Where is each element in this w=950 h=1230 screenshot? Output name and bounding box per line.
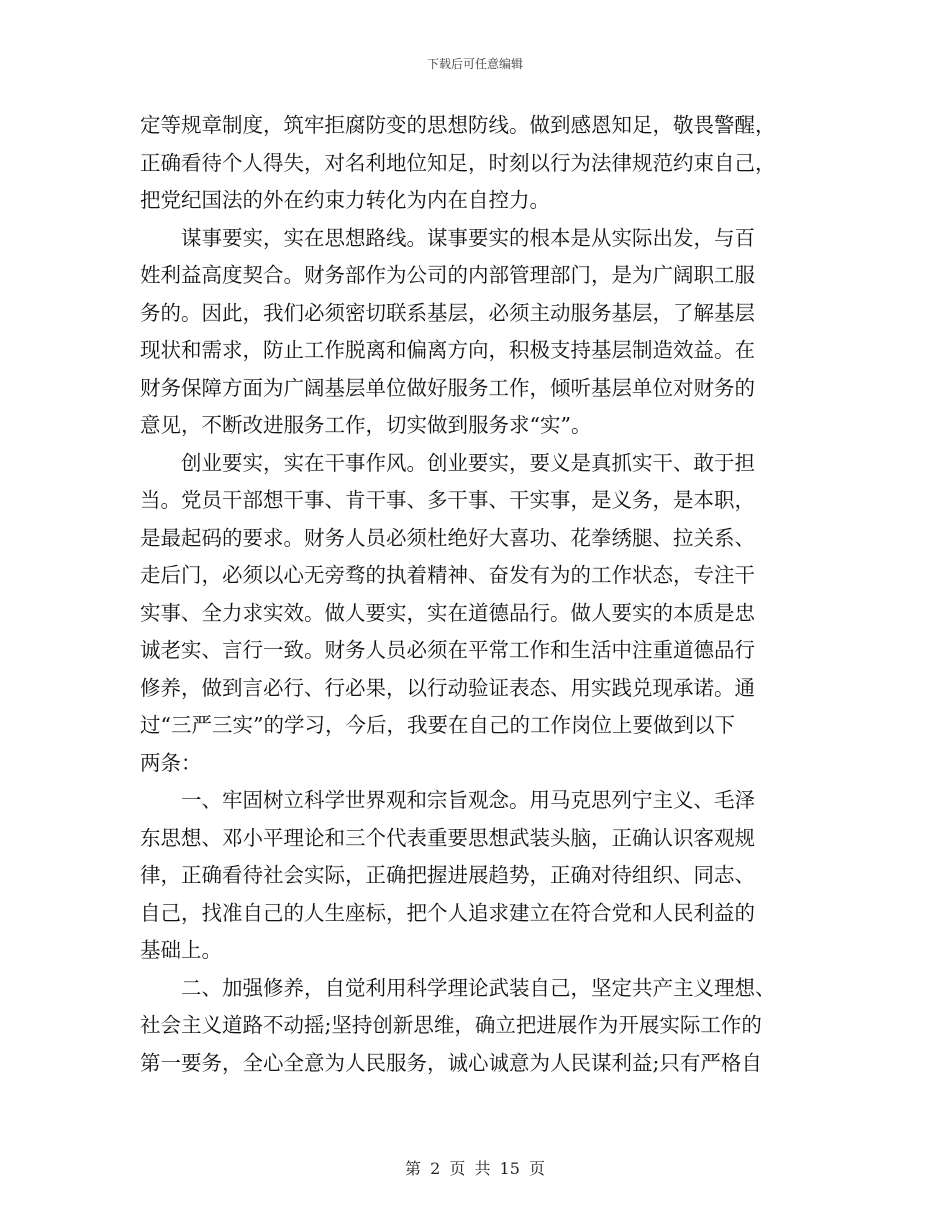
text-line: 姓利益高度契合。财务部作为公司的内部管理部门，是为广阔职工服 (140, 263, 755, 287)
text-line: 自己，找准自己的人生座标，把个人追求建立在符合党和人民利益的 (140, 900, 755, 925)
paragraph-first-line: 一、牢固树立科学世界观和宗旨观念。用马克思列宁主义、毛泽 (181, 788, 755, 812)
text-line: 第一要务，全心全意为人民服务，诚心诚意为人民谋利益;只有严格自 (140, 1050, 762, 1075)
text-line: 律，正确看待社会实际，正确把握进展趋势，正确对待组织、同志、 (140, 863, 755, 887)
text-line: 东思想、邓小平理论和三个代表重要思想武装头脑，正确认识客观规 (140, 825, 755, 850)
text-line: 实事、全力求实效。做人要实，实在道德品行。做人要实的本质是忠 (140, 600, 755, 625)
text-line: 意见，不断改进服务工作，切实做到服务求“实”。 (140, 413, 592, 437)
text-line: 当。党员干部想干事、肯干事、多干事、干实事，是义务，是本职， (140, 488, 755, 512)
text-line: 两条： (140, 750, 202, 775)
text-line: 基础上。 (140, 938, 222, 962)
text-line: 现状和需求，防止工作脱离和偏离方向，积极支持基层制造效益。在 (140, 338, 755, 362)
text-line: 务的。因此，我们必须密切联系基层，必须主动服务基层，了解基层 (140, 300, 755, 325)
text-line: 走后门，必须以心无旁骛的执着精神、奋发有为的工作状态，专注干 (140, 563, 755, 587)
text-line: 财务保障方面为广阔基层单位做好服务工作，倾听基层单位对财务的 (140, 375, 755, 400)
text-line: 过“三严三实”的学习，今后，我要在自己的工作岗位上要做到以下 (140, 713, 735, 737)
text-line: 是最起码的要求。财务人员必须杜绝好大喜功、花拳绣腿、拉关系、 (140, 525, 755, 550)
page-number-footer: 第 2 页 共 15 页 (405, 1159, 545, 1178)
text-line: 定等规章制度，筑牢拒腐防变的思想防线。做到感恩知足，敬畏警醒， (140, 113, 776, 137)
paragraph-first-line: 创业要实，实在干事作风。创业要实，要义是真抓实干、敢于担 (181, 450, 755, 475)
text-line: 把党纪国法的外在约束力转化为内在自控力。 (140, 188, 550, 212)
paragraph-first-line: 二、加强修养，自觉利用科学理论武装自己，坚定共产主义理想、 (181, 975, 776, 1000)
text-line: 诚老实、言行一致。财务人员必须在平常工作和生活中注重道德品行 (140, 638, 755, 662)
document-body (140, 107, 812, 1082)
text-line: 正确看待个人得失，对名利地位知足，时刻以行为法律规范约束自己， (140, 150, 776, 175)
text-line: 社会主义道路不动摇;坚持创新思维，确立把进展作为开展实际工作的 (140, 1013, 762, 1037)
page-header: 下载后可任意编辑 (426, 57, 523, 71)
text-line: 修养，做到言必行、行必果，以行动验证表态、用实践兑现承诺。通 (140, 675, 755, 700)
paragraph-first-line: 谋事要实，实在思想路线。谋事要实的根本是从实际出发，与百 (181, 225, 755, 250)
